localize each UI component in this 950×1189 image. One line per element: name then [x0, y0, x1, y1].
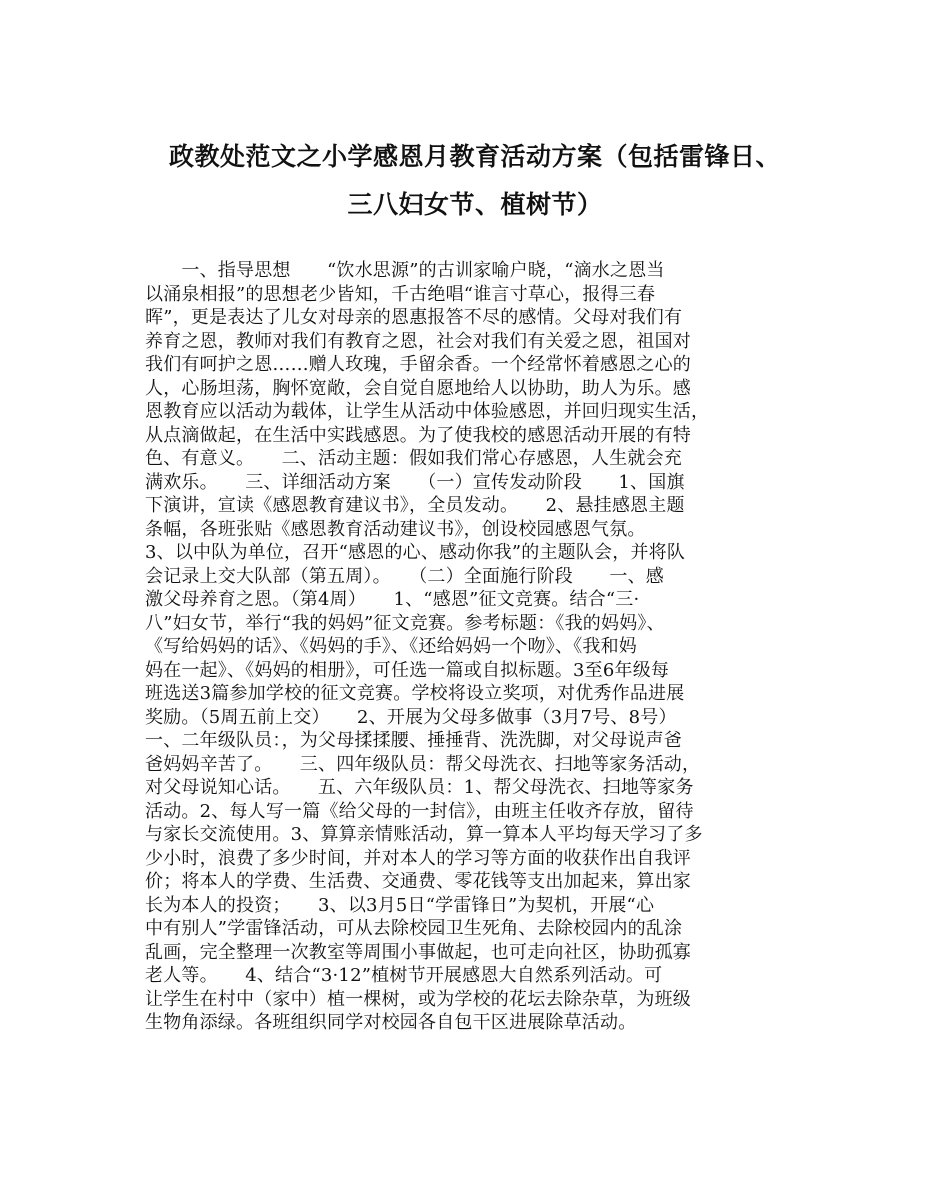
- body-line: 一、二年级队员：，为父母揉揉腰、捶捶背、洗洗脚，对父母说声爸: [145, 730, 682, 751]
- body-line: 价；将本人的学费、生活费、交通费、零花钱等支出加起来，算出家: [145, 871, 691, 892]
- body-line: 妈在一起》、《妈妈的相册》，可任选一篇或自拟标题。3至6年级每: [145, 659, 670, 681]
- body-line: 爸妈妈辛苦了。 三、四年级队员：帮父母洗衣、扫地等家务活动，: [145, 753, 701, 775]
- body-line: 条幅，各班张贴《感恩教育活动建议书》，创设校园感恩气氛。: [145, 518, 673, 540]
- body-line: 晖”，更是表达了儿女对母亲的恩惠报答不尽的感情。父母对我们有: [145, 307, 683, 328]
- body-line: 长为本人的投资； 3、以3月5日“学雷锋日”为契机，开展“心: [145, 894, 655, 916]
- body-line: 活动。2、每人写一篇《给父母的一封信》，由班主任收齐存放，留待: [145, 800, 694, 822]
- body-line: 以涌泉相报”的思想老少皆知，千古绝唱“谁言寸草心，报得三春: [145, 283, 656, 305]
- body-line: 与家长交流使用。3、算算亲情账活动，算一算本人平均每天学习了多: [145, 824, 703, 845]
- body-line: 会记录上交大队部（第五周）。 （二）全面施行阶段 一、感: [145, 565, 664, 587]
- title-line-1: 政教处范文之小学感恩月教育活动方案（包括雷锋日、: [168, 142, 781, 171]
- body-line: 奖励。（5周五前上交） 2、开展为父母多做事（3月7号、8号）: [145, 706, 677, 728]
- body-line: 生物角添绿。各班组织同学对校园各自包干区进展除草活动。: [145, 1012, 637, 1033]
- document-title: [120, 133, 830, 229]
- body-line: 养育之恩，教师对我们有教育之恩，社会对我们有关爱之恩，祖国对: [145, 330, 691, 352]
- body-line: 3、以中队为单位，召开“感恩的心、感动你我”的主题队会，并将队: [145, 542, 686, 563]
- body-line: 满欢乐。 三、详细活动方案 （一）宣传发动阶段 1、国旗: [145, 471, 685, 493]
- body-line: 班选送3篇参加学校的征文竞赛。学校将设立奖项，对优秀作品进展: [145, 683, 685, 704]
- body-line: 老人等。 4、结合“3·12”植树节开展感恩大自然系列活动。可: [145, 965, 663, 986]
- body-line: 《写给妈妈的话》、《妈妈的手》、《还给妈妈一个吻》、《我和妈: [145, 636, 637, 657]
- document-body: [145, 259, 815, 1035]
- body-line: 恩教育应以活动为载体，让学生从活动中体验感恩，并回归现实生活，: [145, 401, 710, 422]
- body-line: 我们有呵护之恩……赠人玫瑰，手留余香。一个经常怀着感恩之心的: [145, 354, 691, 375]
- body-line: 对父母说知心话。 五、六年级队员：1、帮父母洗衣、扫地等家务: [145, 777, 694, 798]
- body-line: 人，心肠坦荡，胸怀宽敞，会自觉自愿地给人以协助，助人为乐。感: [145, 377, 691, 399]
- body-line: 一、指导思想 “饮水思源”的古训家喻户晓，“滴水之恩当: [145, 260, 665, 281]
- title-line-2: 三八妇女节、植树节）: [347, 190, 603, 219]
- body-line: 八”妇女节，举行“我的妈妈”征文竞赛。参考标题：《我的妈妈》、: [145, 612, 665, 634]
- body-line: 下演讲，宣读《感恩教育建议书》，全员发动。 2、悬挂感恩主题: [145, 495, 685, 516]
- body-line: 少小时，浪费了多少时间，并对本人的学习等方面的收获作出自我评: [145, 847, 691, 869]
- body-line: 从点滴做起，在生活中实践感恩。为了使我校的感恩活动开展的有特: [145, 424, 691, 446]
- body-line: 激父母养育之恩。（第4周） 1、“感恩”征文竞赛。结合“三·: [145, 589, 640, 610]
- body-line: 中有别人”学雷锋活动，可从去除校园卫生死角、去除校园内的乱涂: [145, 918, 683, 939]
- body-line: 乱画，完全整理一次教室等周围小事做起，也可走向社区，协助孤寡: [145, 941, 691, 963]
- body-line: 色、有意义。 二、活动主题：假如我们常心存感恩，人生就会充: [145, 448, 682, 469]
- body-line: 让学生在村中（家中）植一棵树，或为学校的花坛去除杂草，为班级: [145, 988, 691, 1010]
